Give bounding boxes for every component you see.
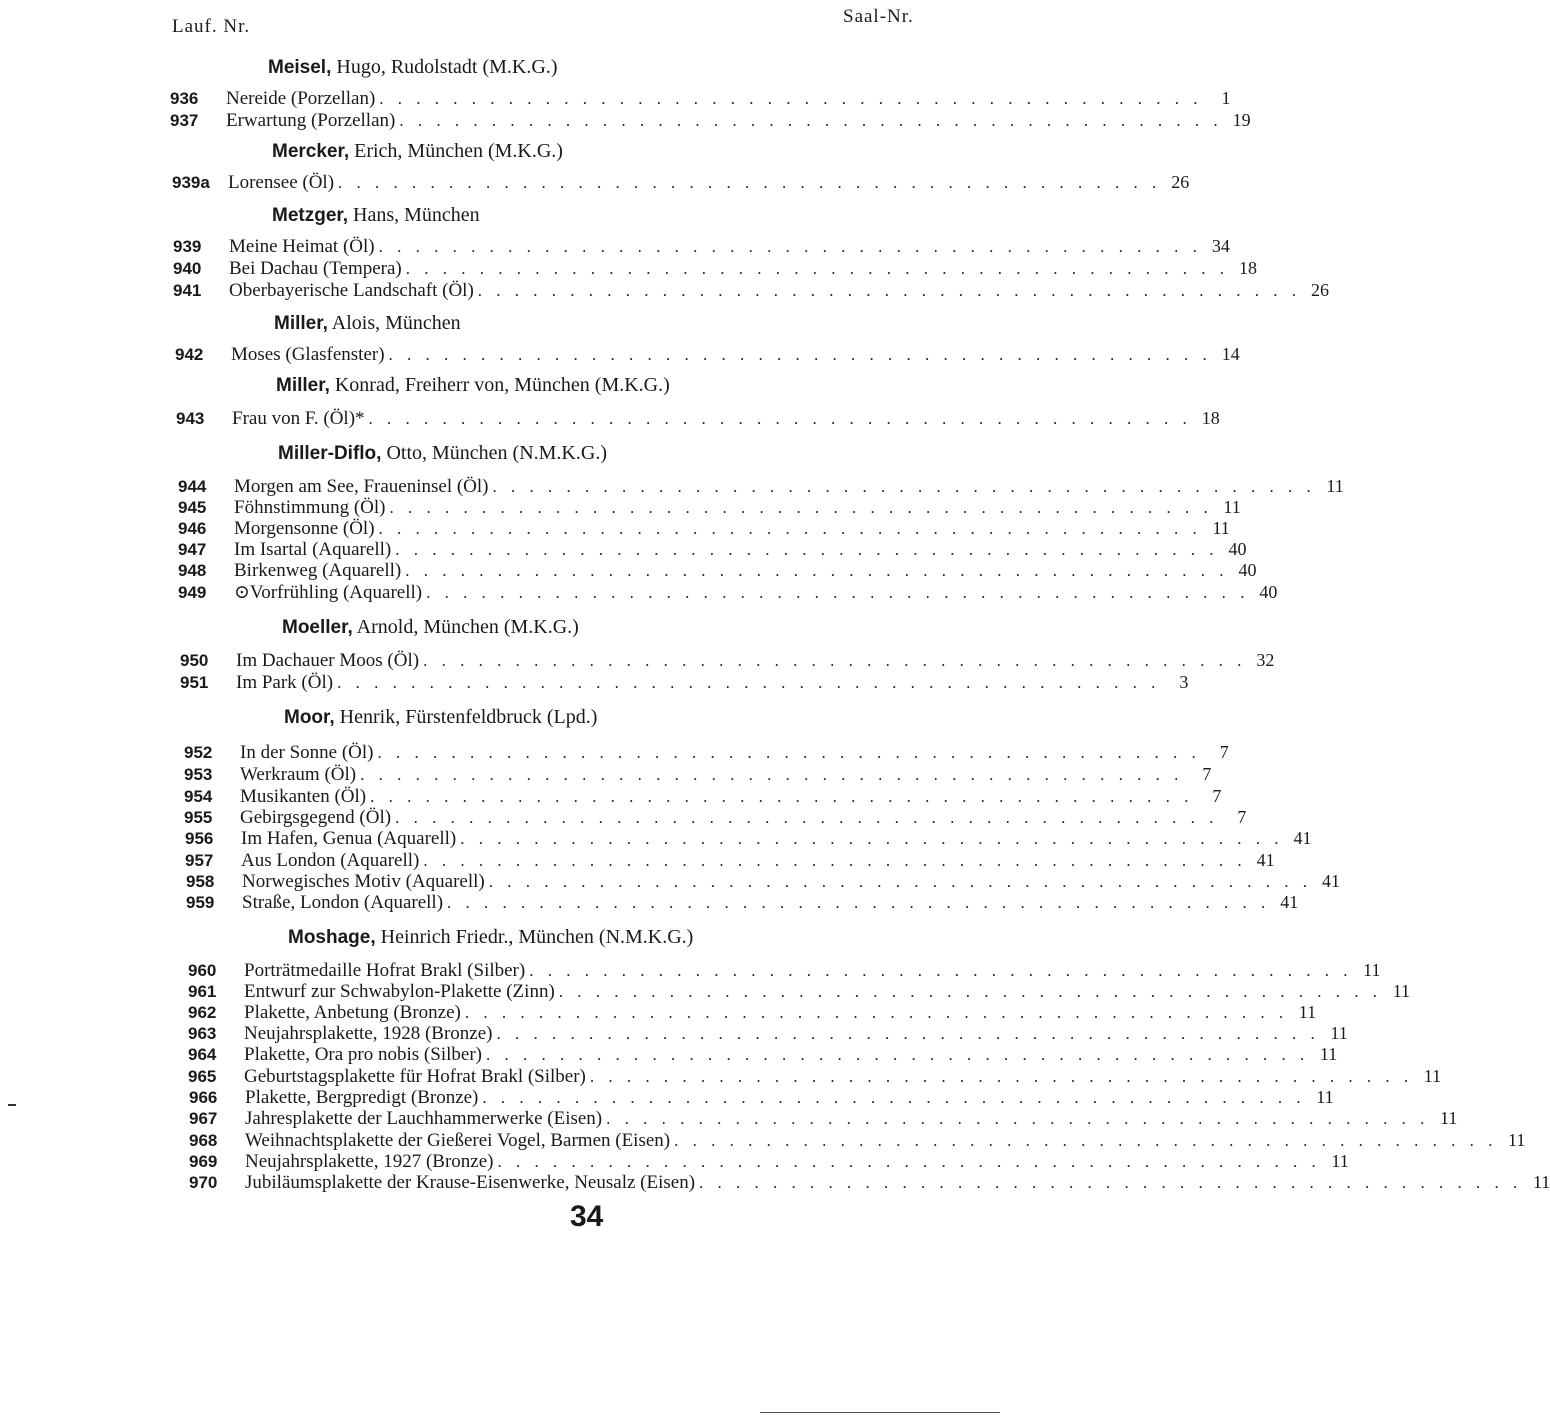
entry-number: 941 <box>173 281 202 300</box>
artist-name: Moeller, <box>282 617 353 638</box>
entry-saal: 18 <box>1239 258 1257 278</box>
entry-saal: 11 <box>1532 1172 1550 1192</box>
artist-name: Meisel, <box>268 57 332 78</box>
leader-dots: . . . . . . . . . . . . . . . . . . . . . . . . . . . . . . . . . . . . . . . . . . . . . <box>426 583 1250 602</box>
entry-saal: 7 <box>1219 742 1229 762</box>
entry-number: 954 <box>184 787 213 806</box>
entry-title: Im Isartal (Aquarell) <box>234 539 392 560</box>
catalog-entry <box>189 1130 1526 1152</box>
entry-number: 939a <box>172 173 210 192</box>
header-lauf-nr: Lauf. Nr. <box>172 16 251 37</box>
catalog-entry <box>170 88 1231 110</box>
entry-saal: 11 <box>1440 1108 1458 1128</box>
entry-saal: 41 <box>1293 828 1312 848</box>
leader-dots: . . . . . . . . . . . . . . . . . . . . . . . . . . . . . . . . . . . . . . . . . . . . . <box>405 259 1229 278</box>
catalog-entry <box>189 1108 1458 1130</box>
entry-number: 939 <box>173 237 202 256</box>
entry-number: 949 <box>178 583 207 602</box>
entry-number: 945 <box>178 498 207 517</box>
entry-saal: 41 <box>1280 892 1299 912</box>
artist-details: Konrad, Freiherr von, München (M.K.G.) <box>334 374 670 396</box>
catalog-entry <box>178 539 1247 561</box>
artist-details: Henrik, Fürstenfeldbruck (Lpd.) <box>339 706 598 728</box>
entry-number: 969 <box>189 1152 218 1171</box>
catalog-entry <box>184 742 1229 764</box>
entry-title: Föhnstimmung (Öl) <box>234 497 386 518</box>
entry-title: Moses (Glasfenster) <box>231 344 385 365</box>
entry-number: 952 <box>184 743 213 762</box>
entry-saal: 1 <box>1221 88 1231 108</box>
leader-dots: . . . . . . . . . . . . . . . . . . . . . . . . . . . . . . . . . . . . . . . . . . . . . <box>389 498 1213 517</box>
leader-dots: . . . . . . . . . . . . . . . . . . . . . . . . . . . . . . . . . . . . . . . . . . . . . <box>423 851 1247 870</box>
leader-dots: . . . . . . . . . . . . . . . . . . . . . . . . . . . . . . . . . . . . . . . . . . . . . <box>395 540 1219 559</box>
catalog-entry <box>170 110 1251 132</box>
entry-title: Birkenweg (Aquarell) <box>234 560 402 581</box>
entry-title: Oberbayerische Landschaft (Öl) <box>229 280 474 301</box>
leader-dots: . . . . . . . . . . . . . . . . . . . . . . . . . . . . . . . . . . . . . . . . . . . . . <box>497 1152 1321 1171</box>
margin-mark <box>8 1104 16 1106</box>
catalog-entry <box>178 518 1230 540</box>
leader-dots: . . . . . . . . . . . . . . . . . . . . . . . . . . . . . . . . . . . . . . . . . . . . . <box>496 1024 1320 1043</box>
entry-title: Plakette, Bergpredigt (Bronze) <box>245 1087 479 1108</box>
entry-saal: 7 <box>1202 764 1212 784</box>
leader-dots: . . . . . . . . . . . . . . . . . . . . . . . . . . . . . . . . . . . . . . . . . . . . . <box>477 281 1302 300</box>
leader-dots: . . . . . . . . . . . . . . . . . . . . . . . . . . . . . . . . . . . . . . . . . . . . . <box>485 1045 1310 1064</box>
leader-dots: . . . . . . . . . . . . . . . . . . . . . . . . . . . . . . . . . . . . . . . . . . . . . <box>360 765 1184 784</box>
entry-title: Meine Heimat (Öl) <box>229 236 375 257</box>
entry-title: Jahresplakette der Lauchhammerwerke (Eisen) <box>245 1108 603 1129</box>
catalog-entry <box>178 560 1257 582</box>
leader-dots: . . . . . . . . . . . . . . . . . . . . . . . . . . . . . . . . . . . . . . . . . . . . . <box>699 1173 1523 1192</box>
catalog-entry <box>184 764 1212 786</box>
entry-number: 950 <box>180 651 209 670</box>
entry-number: 959 <box>186 893 215 912</box>
entry-title: Gebirgsgegend (Öl) <box>240 807 392 828</box>
artist-name: Miller, <box>276 375 330 396</box>
catalog-entry <box>173 280 1330 302</box>
catalog-entry <box>173 258 1257 280</box>
entry-saal: 11 <box>1508 1130 1526 1150</box>
artist-details: Alois, München <box>331 312 461 334</box>
artist-name: Miller-Diflo, <box>278 443 382 464</box>
artist-heading <box>274 312 461 335</box>
catalog-entry <box>184 786 1222 808</box>
catalog-entry <box>172 172 1190 194</box>
entry-title: Erwartung (Porzellan) <box>226 110 396 131</box>
entry-number: 946 <box>178 519 207 538</box>
entry-title: Aus London (Aquarell) <box>241 850 420 871</box>
artist-details: Hugo, Rudolstadt (M.K.G.) <box>336 56 558 78</box>
entry-title: Im Hafen, Genua (Aquarell) <box>241 828 457 849</box>
artist-details: Otto, München (N.M.K.G.) <box>386 442 607 464</box>
leader-dots: . . . . . . . . . . . . . . . . . . . . . . . . . . . . . . . . . . . . . . . . . . . . . <box>492 477 1316 496</box>
entry-title: Geburtstagsplakette für Hofrat Brakl (Silber) <box>244 1066 586 1087</box>
entry-number: 936 <box>170 89 199 108</box>
entry-number: 937 <box>170 111 199 130</box>
entry-number: 963 <box>188 1024 217 1043</box>
catalog-entry <box>178 476 1344 498</box>
leader-dots: . . . . . . . . . . . . . . . . . . . . . . . . . . . . . . . . . . . . . . . . . . . . . <box>379 89 1203 108</box>
entry-saal: 41 <box>1256 850 1275 870</box>
entry-title: Morgen am See, Fraueninsel (Öl) <box>234 476 489 497</box>
catalog-entry <box>188 981 1411 1003</box>
artist-name: Moor, <box>284 707 335 728</box>
bottom-rule <box>760 1412 1000 1413</box>
catalog-entry <box>188 960 1381 982</box>
artist-details: Hans, München <box>353 204 480 226</box>
entry-saal: 11 <box>1330 1023 1348 1043</box>
entry-title: Straße, London (Aquarell) <box>242 892 444 913</box>
leader-dots: . . . . . . . . . . . . . . . . . . . . . . . . . . . . . . . . . . . . . . . . . . . . . <box>606 1109 1430 1128</box>
entry-saal: 11 <box>1423 1066 1442 1086</box>
entry-saal: 41 <box>1321 871 1340 891</box>
entry-saal: 11 <box>1363 960 1381 980</box>
leader-dots: . . . . . . . . . . . . . . . . . . . . . . . . . . . . . . . . . . . . . . . . . . . . . <box>482 1088 1306 1107</box>
leader-dots: . . . . . . . . . . . . . . . . . . . . . . . . . . . . . . . . . . . . . . . . . . . . . <box>423 651 1247 670</box>
catalog-entry <box>173 236 1230 258</box>
entry-title: Frau von F. (Öl)* <box>232 408 365 429</box>
entry-saal: 34 <box>1211 236 1230 256</box>
leader-dots: . . . . . . . . . . . . . . . . . . . . . . . . . . . . . . . . . . . . . . . . . . . . . <box>337 673 1161 692</box>
entry-number: 947 <box>178 540 207 559</box>
entry-saal: 19 <box>1232 110 1251 130</box>
entry-title: Weihnachtsplakette der Gießerei Vogel, Barmen (Eisen) <box>245 1130 671 1151</box>
entry-title: Neujahrsplakette, 1928 (Bronze) <box>244 1023 493 1044</box>
catalog-entry <box>180 672 1189 694</box>
entry-title: Nereide (Porzellan) <box>226 88 376 109</box>
leader-dots: . . . . . . . . . . . . . . . . . . . . . . . . . . . . . . . . . . . . . . . . . . . . . <box>395 808 1219 827</box>
leader-dots: . . . . . . . . . . . . . . . . . . . . . . . . . . . . . . . . . . . . . . . . . . . . . <box>378 519 1202 538</box>
entry-number: 966 <box>189 1088 218 1107</box>
catalog-entry <box>189 1151 1349 1173</box>
leader-dots: . . . . . . . . . . . . . . . . . . . . . . . . . . . . . . . . . . . . . . . . . . . . . <box>488 872 1312 891</box>
leader-dots: . . . . . . . . . . . . . . . . . . . . . . . . . . . . . . . . . . . . . . . . . . . . . <box>529 961 1353 980</box>
leader-dots: . . . . . . . . . . . . . . . . . . . . . . . . . . . . . . . . . . . . . . . . . . . . . <box>399 111 1223 130</box>
leader-dots: . . . . . . . . . . . . . . . . . . . . . . . . . . . . . . . . . . . . . . . . . . . . . <box>674 1131 1498 1150</box>
entry-title: Morgensonne (Öl) <box>234 518 375 539</box>
entry-number: 942 <box>175 345 204 364</box>
entry-number: 965 <box>188 1067 217 1086</box>
entry-number: 957 <box>185 851 214 870</box>
entry-title: Lorensee (Öl) <box>228 172 335 193</box>
catalog-entry <box>189 1172 1550 1194</box>
leader-dots: . . . . . . . . . . . . . . . . . . . . . . . . . . . . . . . . . . . . . . . . . . . . . <box>378 237 1202 256</box>
entry-number: 970 <box>189 1173 218 1192</box>
entry-title: Entwurf zur Schwabylon-Plakette (Zinn) <box>244 981 555 1002</box>
entry-title: Porträtmedaille Hofrat Brakl (Silber) <box>244 960 526 981</box>
leader-dots: . . . . . . . . . . . . . . . . . . . . . . . . . . . . . . . . . . . . . . . . . . . . . <box>370 787 1194 806</box>
leader-dots: . . . . . . . . . . . . . . . . . . . . . . . . . . . . . . . . . . . . . . . . . . . . . <box>377 743 1201 762</box>
catalog-entry <box>188 1044 1338 1066</box>
catalog-entry <box>188 1002 1317 1024</box>
entry-number: 960 <box>188 961 217 980</box>
artist-details: Heinrich Friedr., München (N.M.K.G.) <box>380 926 694 948</box>
entry-saal: 7 <box>1237 807 1247 827</box>
entry-number: 964 <box>188 1045 217 1064</box>
entry-title: Jubiläumsplakette der Krause-Eisenwerke, Neusalz (Eisen) <box>245 1172 696 1193</box>
artist-heading <box>284 706 597 729</box>
entry-number: 944 <box>178 477 207 496</box>
entry-number: 958 <box>186 872 215 891</box>
leader-dots: . . . . . . . . . . . . . . . . . . . . . . . . . . . . . . . . . . . . . . . . . . . . . <box>558 982 1383 1001</box>
entry-title: Werkraum (Öl) <box>240 764 357 785</box>
entry-saal: 7 <box>1212 786 1222 806</box>
entry-saal: 40 <box>1228 539 1247 559</box>
entry-number: 967 <box>189 1109 218 1128</box>
entry-number: 956 <box>185 829 214 848</box>
leader-dots: . . . . . . . . . . . . . . . . . . . . . . . . . . . . . . . . . . . . . . . . . . . . . <box>447 893 1271 912</box>
leader-dots: . . . . . . . . . . . . . . . . . . . . . . . . . . . . . . . . . . . . . . . . . . . . . <box>388 345 1212 364</box>
artist-heading <box>272 204 480 227</box>
entry-saal: 26 <box>1171 172 1190 192</box>
leader-dots: . . . . . . . . . . . . . . . . . . . . . . . . . . . . . . . . . . . . . . . . . . . . . <box>368 409 1192 428</box>
entry-saal: 18 <box>1201 408 1220 428</box>
entry-saal: 40 <box>1259 582 1278 602</box>
entry-number: 953 <box>184 765 213 784</box>
artist-heading <box>278 442 607 465</box>
entry-saal: 11 <box>1298 1002 1317 1022</box>
catalog-entry <box>180 650 1275 672</box>
entry-saal: 11 <box>1316 1087 1334 1107</box>
entry-title: Norwegisches Motiv (Aquarell) <box>242 871 485 892</box>
catalog-entry <box>189 1087 1334 1109</box>
entry-saal: 14 <box>1221 344 1240 364</box>
catalog-entry <box>186 871 1340 893</box>
entry-saal: 32 <box>1256 650 1275 670</box>
catalog-entry <box>175 344 1240 366</box>
header-saal-nr: Saal-Nr. <box>843 6 914 27</box>
catalog-entry <box>184 807 1247 829</box>
entry-saal: 40 <box>1238 560 1257 580</box>
leader-dots: . . . . . . . . . . . . . . . . . . . . . . . . . . . . . . . . . . . . . . . . . . . . . <box>405 561 1229 580</box>
catalog-entry <box>178 581 1278 603</box>
catalog-entry <box>185 828 1312 850</box>
entry-title: Im Park (Öl) <box>236 672 334 693</box>
artist-heading <box>282 616 579 639</box>
artist-heading <box>288 926 693 949</box>
entry-number: 961 <box>188 982 217 1001</box>
catalog-entry <box>178 497 1241 519</box>
leader-dots: . . . . . . . . . . . . . . . . . . . . . . . . . . . . . . . . . . . . . . . . . . . . . <box>464 1003 1289 1022</box>
entry-title: Plakette, Anbetung (Bronze) <box>244 1002 461 1023</box>
catalog-entry <box>186 892 1299 914</box>
catalog-entry <box>188 1066 1442 1088</box>
leader-dots: . . . . . . . . . . . . . . . . . . . . . . . . . . . . . . . . . . . . . . . . . . . . . <box>460 829 1284 848</box>
entry-title: Musikanten (Öl) <box>240 786 367 807</box>
entry-title: Im Dachauer Moos (Öl) <box>236 650 420 671</box>
entry-title: Plakette, Ora pro nobis (Silber) <box>244 1044 482 1065</box>
entry-saal: 11 <box>1223 497 1241 517</box>
entry-title: Neujahrsplakette, 1927 (Bronze) <box>245 1151 494 1172</box>
entry-saal: 11 <box>1319 1044 1338 1064</box>
artist-heading <box>276 374 670 397</box>
entry-number: 948 <box>178 561 207 580</box>
artist-heading <box>268 56 557 79</box>
artist-name: Moshage, <box>288 927 376 948</box>
entry-title: Bei Dachau (Tempera) <box>229 258 402 279</box>
artist-details: Erich, München (M.K.G.) <box>354 140 563 162</box>
page-number: 34 <box>570 1200 604 1233</box>
artist-details: Arnold, München (M.K.G.) <box>356 616 579 638</box>
entry-title: ⊙Vorfrühling (Aquarell) <box>234 582 423 603</box>
entry-saal: 11 <box>1392 981 1411 1001</box>
entry-number: 962 <box>188 1003 217 1022</box>
entry-title: In der Sonne (Öl) <box>240 742 374 763</box>
leader-dots: . . . . . . . . . . . . . . . . . . . . . . . . . . . . . . . . . . . . . . . . . . . . . <box>589 1067 1414 1086</box>
entry-number: 943 <box>176 409 205 428</box>
entry-saal: 11 <box>1212 518 1230 538</box>
artist-name: Metzger, <box>272 205 349 226</box>
entry-number: 968 <box>189 1131 218 1150</box>
entry-saal: 3 <box>1179 672 1189 692</box>
leader-dots: . . . . . . . . . . . . . . . . . . . . . . . . . . . . . . . . . . . . . . . . . . . . . <box>338 173 1162 192</box>
catalog-entry <box>188 1023 1348 1045</box>
entry-number: 940 <box>173 259 202 278</box>
catalog-entry <box>185 850 1275 872</box>
artist-name: Mercker, <box>272 141 350 162</box>
entry-saal: 26 <box>1311 280 1330 300</box>
artist-name: Miller, <box>274 313 328 334</box>
entry-saal: 11 <box>1326 476 1344 496</box>
entry-saal: 11 <box>1331 1151 1349 1171</box>
catalog-entry <box>176 408 1220 430</box>
artist-heading <box>272 140 563 163</box>
entry-number: 951 <box>180 673 209 692</box>
entry-number: 955 <box>184 808 213 827</box>
